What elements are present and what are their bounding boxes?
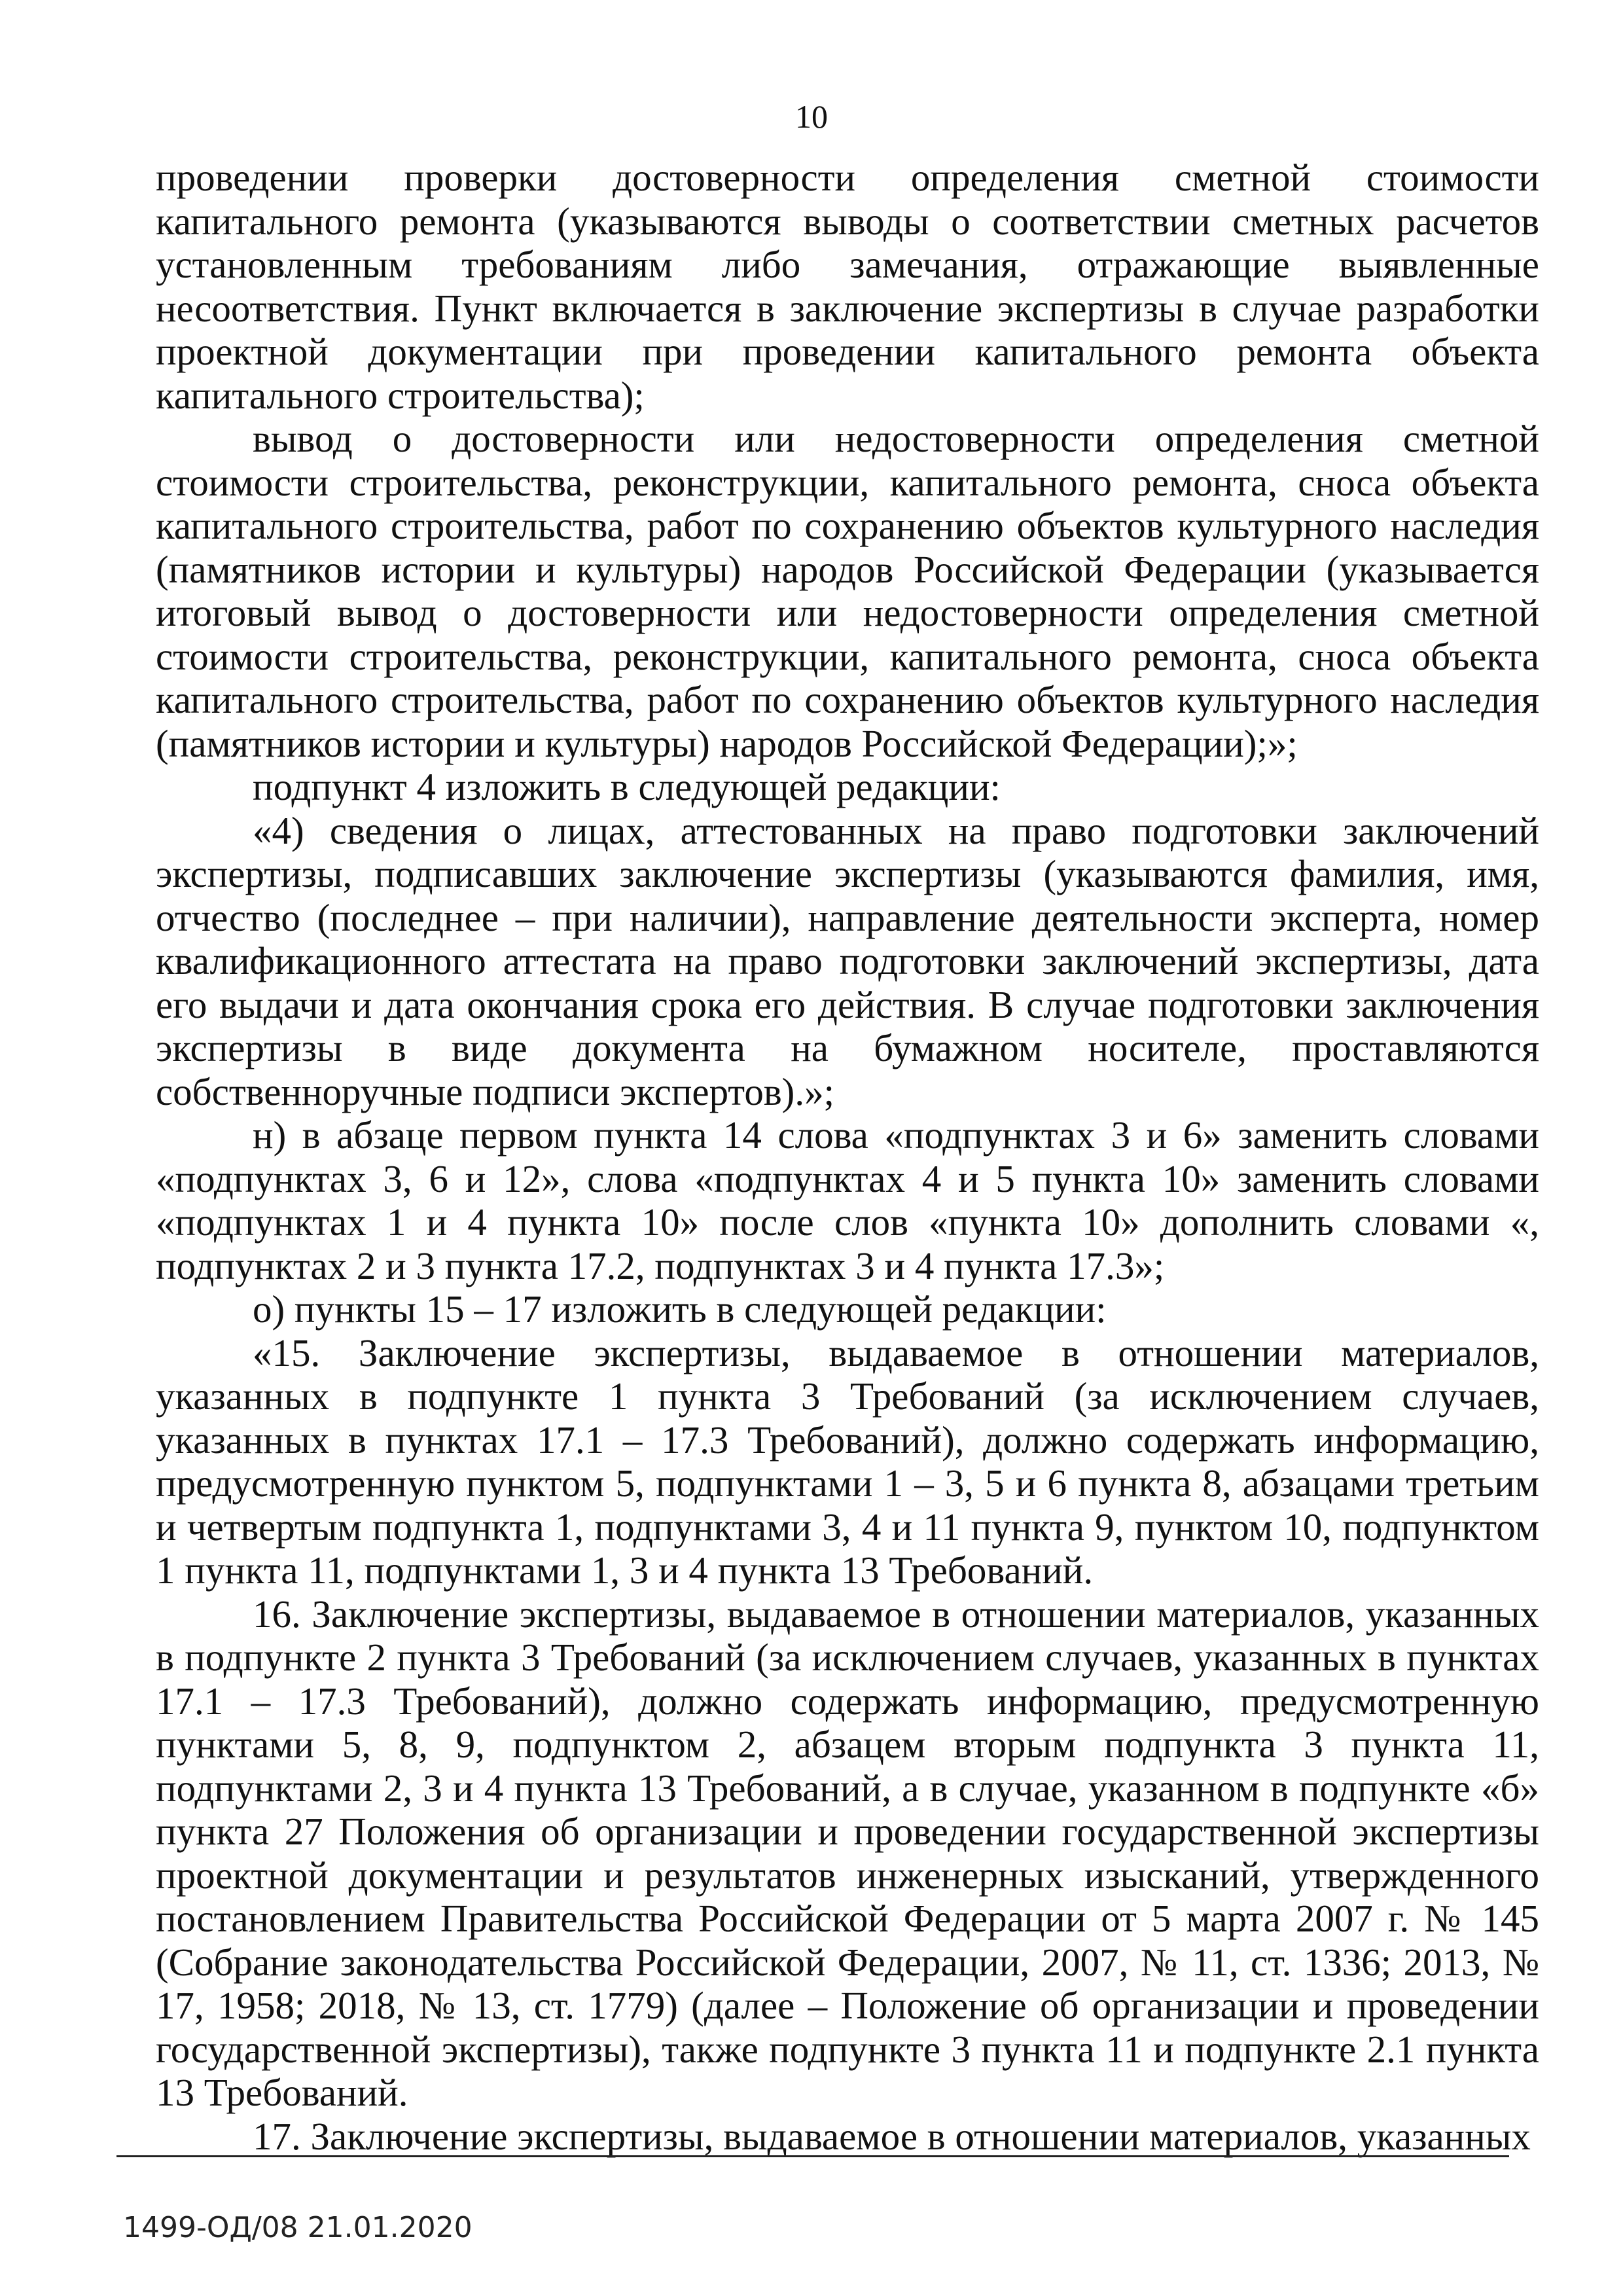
paragraph: н) в абзаце первом пункта 14 слова «подпунктах 3 и 6» заменить словами «подпунктах 3, 6 и 12», слова «подпунктах 4 и 5 пункта 10» заменить словами «подпунктах 1 и 4 пункта 10» после слов «пункта 10» дополнить словами «, подпунктах 2 и 3 пункта 17.2, подпунктах 3 и 4 пункта 17.3»;	[156, 1113, 1539, 1287]
paragraph: о) пункты 15 – 17 изложить в следующей редакции:	[253, 1287, 1107, 1331]
footer-divider	[116, 2155, 1509, 2157]
paragraph: вывод о достоверности или недостоверности определения сметной стоимости строительства, реконструкции, капитального ремонта, сноса объекта капитального строительства, работ по сохранению объектов культурного наследия (памятников истории и культуры) народов Российской Федерации (указывается итоговый вывод о достоверности или недостоверности определения сметной стоимости строительства, реконструкции, капитального ремонта, сноса объекта капитального строительства, работ по сохранению объектов культурного наследия (памятников истории и культуры) народов Российской Федерации);»;	[156, 417, 1539, 765]
paragraph: «4) сведения о лицах, аттестованных на право подготовки заключений экспертизы, подписавших заключение экспертизы (указываются фамилия, имя, отчество (последнее – при наличии), направление деятельности эксперта, номер квалификационного аттестата на право подготовки заключений экспертизы, дата его выдачи и дата окончания срока его действия. В случае подготовки заключения экспертизы в виде документа на бумажном носителе, проставляются собственноручные подписи экспертов).»;	[156, 808, 1539, 1113]
paragraph: 16. Заключение экспертизы, выдаваемое в отношении материалов, указанных в подпункте 2 пункта 3 Требований (за исключением случаев, указанных в пунктах 17.1 – 17.3 Требований), должно содержать информацию, предусмотренную пунктами 5, 8, 9, подпунктом 2, абзацем вторым подпункта 3 пункта 11, подпунктами 2, 3 и 4 пункта 13 Требований, а в случае, указанном в подпункте «б» пункта 27 Положения об организации и проведении государственной экспертизы проектной документации и результатов инженерных изысканий, утвержденного постановлением Правительства Российской Федерации от 5 марта 2007 г. № 145 (Собрание законодательства Российской Федерации, 2007, № 11, ст. 1336; 2013, № 17, 1958; 2018, № 13, ст. 1779) (далее – Положение об организации и проведении государственной экспертизы), также подпункте 3 пункта 11 и подпункте 2.1 пункта 13 Требований.	[156, 1592, 1539, 2114]
paragraph: 17. Заключение экспертизы, выдаваемое в отношении материалов, указанных	[253, 2114, 1531, 2158]
paragraph: подпункт 4 изложить в следующей редакции:	[253, 765, 1001, 808]
paragraph: проведении проверки достоверности определения сметной стоимости капитального ремонта (указываются выводы о соответствии сметных расчетов установленным требованиям либо замечания, отражающие выявленные несоответствия. Пункт включается в заключение экспертизы в случае разработки проектной документации при проведении капитального ремонта объекта капитального строительства);	[156, 156, 1539, 417]
page-number: 10	[795, 98, 828, 135]
document-body	[156, 156, 1539, 2158]
paragraph: «15. Заключение экспертизы, выдаваемое в отношении материалов, указанных в подпункте 1 пункта 3 Требований (за исключением случаев, указанных в пунктах 17.1 – 17.3 Требований), должно содержать информацию, предусмотренную пунктом 5, подпунктами 1 – 3, 5 и 6 пункта 8, абзацами третьим и четвертым подпункта 1, подпунктами 3, 4 и 11 пункта 9, пунктом 10, подпунктом 1 пункта 11, подпунктами 1, 3 и 4 пункта 13 Требований.	[156, 1331, 1539, 1592]
footer-document-code: 1499-ОД/08 21.01.2020	[123, 2211, 473, 2244]
